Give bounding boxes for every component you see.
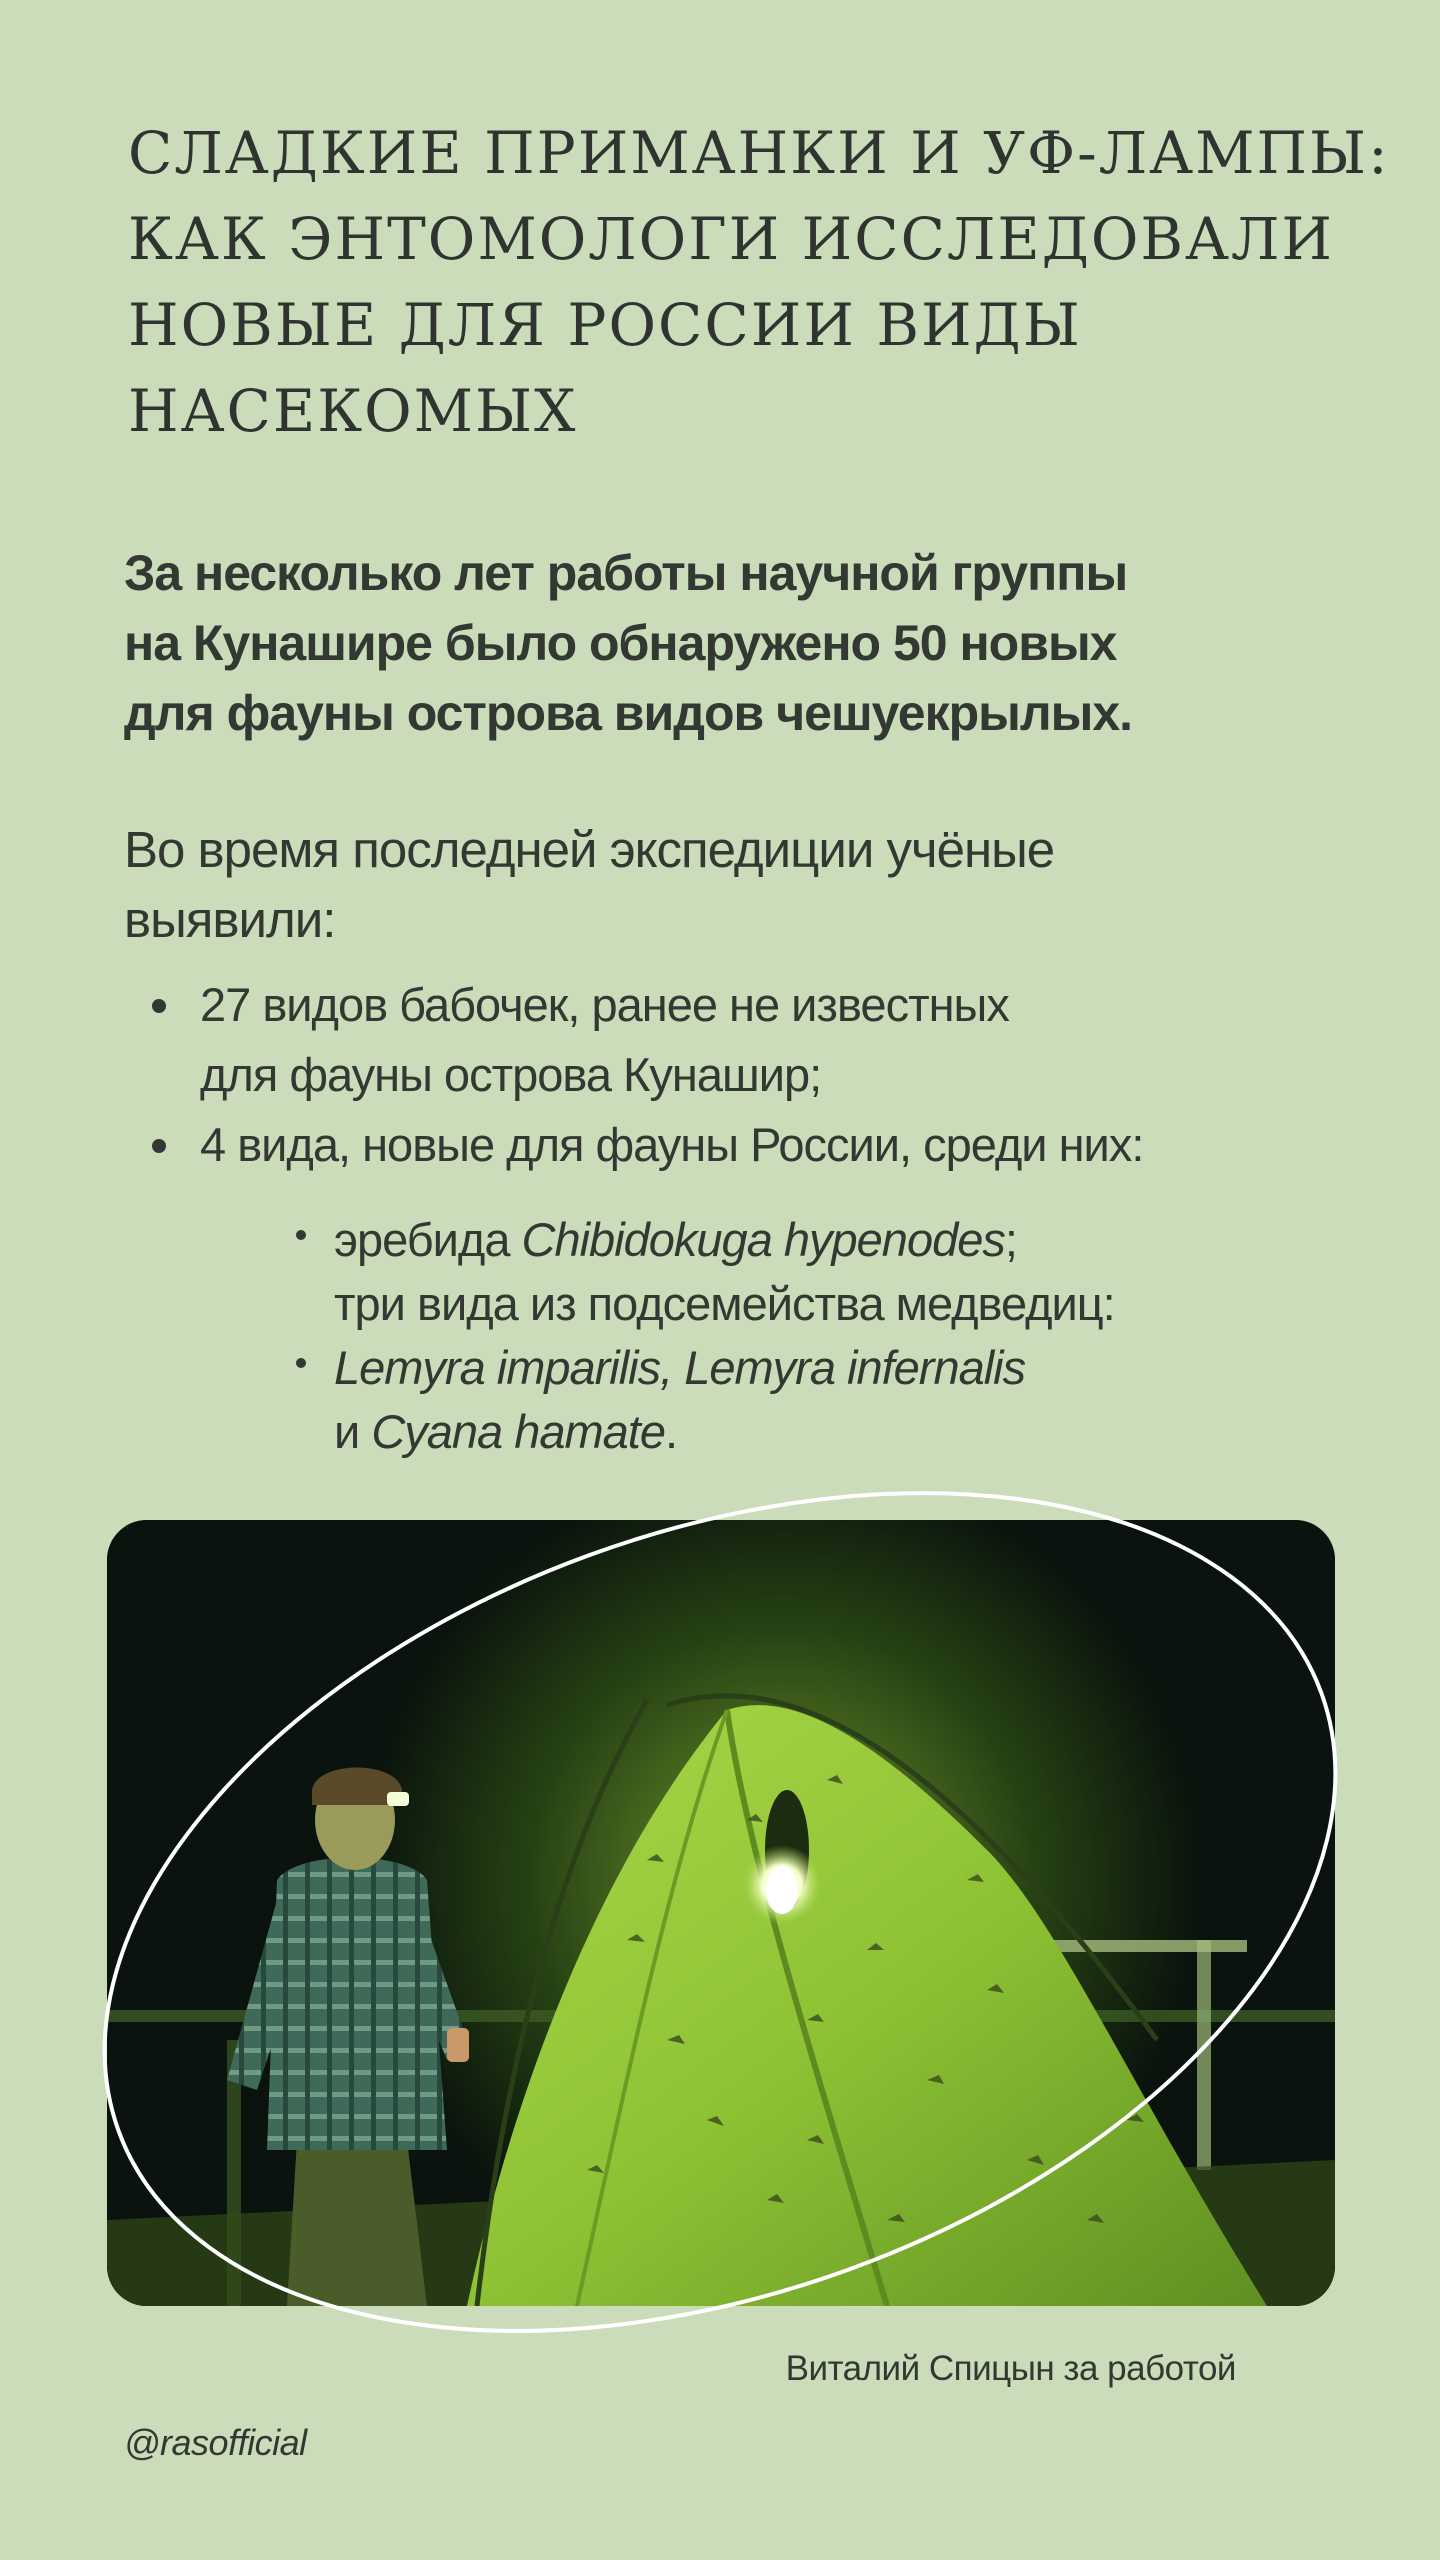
list-item-line: 27 видов бабочек, ранее не известных	[200, 978, 1009, 1031]
photo-caption: Виталий Спицын за работой	[785, 2349, 1236, 2388]
expedition-photo	[107, 1520, 1335, 2306]
bullet-icon	[152, 999, 166, 1013]
bullet-icon	[152, 1139, 166, 1153]
species-name: Chibidokuga hypenodes	[521, 1213, 1005, 1266]
lead-line: на Кунашире было обнаружено 50 новых	[124, 615, 1117, 671]
intro-paragraph	[124, 815, 1324, 955]
sublist-prefix: эребида	[334, 1213, 522, 1266]
social-handle: @rasofficial	[124, 2422, 307, 2463]
sublist-end: .	[665, 1405, 678, 1458]
sublist-item	[334, 1336, 1394, 1464]
list-item	[124, 970, 1384, 1110]
lead-line: За несколько лет работы научной группы	[124, 545, 1128, 601]
sublist-line	[334, 1208, 1394, 1272]
findings-list	[124, 970, 1384, 1180]
species-sublist	[334, 1208, 1394, 1464]
lead-line: для фауны острова видов чешуекрылых.	[124, 685, 1133, 741]
sublist-item	[334, 1208, 1394, 1336]
title-line: СЛАДКИЕ ПРИМАНКИ И УФ-ЛАМПЫ:	[128, 119, 1390, 187]
page-title	[128, 110, 1390, 454]
sublist-conj: и	[334, 1405, 372, 1458]
photo-illustration	[107, 1520, 1335, 2306]
intro-line: выявили:	[124, 891, 336, 948]
title-line: КАК ЭНТОМОЛОГИ ИССЛЕДОВАЛИ	[128, 205, 1334, 273]
species-name: Cyana hamate	[371, 1405, 665, 1458]
bullet-icon	[296, 1358, 306, 1368]
title-line: НОВЫЕ ДЛЯ РОССИИ ВИДЫ	[128, 291, 1082, 359]
list-item	[124, 1110, 1384, 1180]
species-name: Lemyra imparilis, Lemyra infernalis	[334, 1341, 1026, 1394]
intro-line: Во время последней экспедиции учёные	[124, 821, 1055, 878]
lead-paragraph	[124, 538, 1324, 748]
list-item-line: для фауны острова Кунашир;	[200, 1048, 822, 1101]
title-line: НАСЕКОМЫХ	[128, 377, 578, 445]
sublist-line: три вида из подсемейства медведиц:	[334, 1277, 1115, 1330]
sublist-suffix: ;	[1004, 1213, 1017, 1266]
sublist-line	[334, 1400, 1394, 1464]
bullet-icon	[296, 1230, 306, 1240]
list-item-line: 4 вида, новые для фауны России, среди них:	[200, 1118, 1144, 1171]
